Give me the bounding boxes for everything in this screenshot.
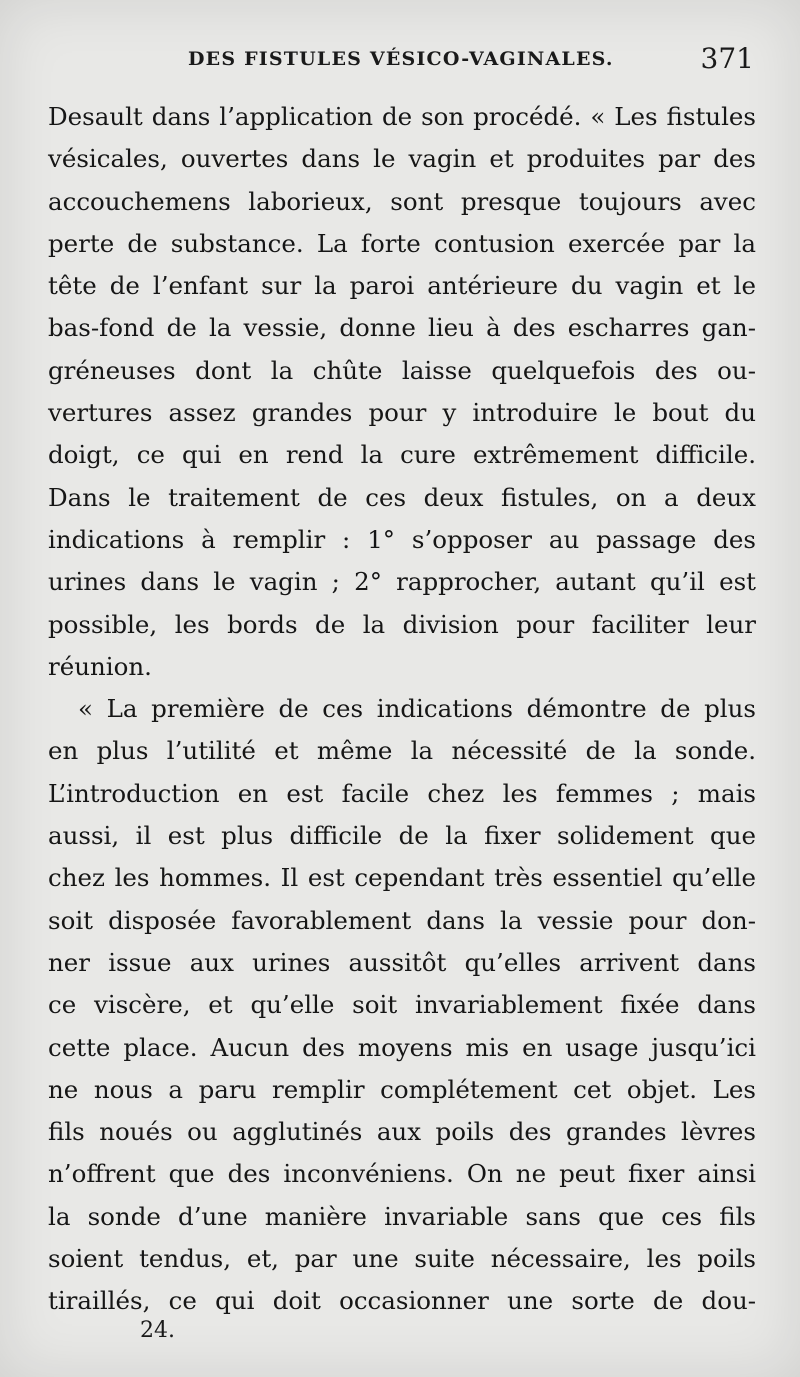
text-line: soit disposée favorablement dans la vessie pour don- bbox=[48, 905, 756, 935]
paragraph-1 bbox=[48, 96, 756, 688]
text-line: Desault dans l’application de son procédé. « Les fistules bbox=[48, 102, 756, 131]
text-line: la sonde d’une manière invariable sans que ces fils bbox=[48, 1201, 756, 1231]
page-header bbox=[48, 44, 754, 84]
text-line: possible, les bords de la division pour faciliter leur bbox=[48, 609, 756, 639]
text-line: n’offrent que des inconvéniens. On ne peut fixer ainsi bbox=[48, 1159, 756, 1189]
text-line: « La première de ces indications démontre de plus bbox=[78, 694, 756, 724]
text-line: tête de l’enfant sur la paroi antérieure du vagin et le bbox=[48, 271, 756, 301]
text-line: aussi, il est plus difficile de la fixer solidement que bbox=[48, 821, 756, 851]
text-line: bas-fond de la vessie, donne lieu à des escharres gan- bbox=[48, 313, 756, 343]
text-line: vertures assez grandes pour y introduire le bout du bbox=[48, 398, 756, 428]
text-line: ne nous a paru remplir complétement cet objet. Les bbox=[48, 1074, 756, 1104]
text-line: gréneuses dont la chûte laisse quelquefois des ou- bbox=[48, 355, 756, 385]
text-line: Dans le traitement de ces deux fistules, on a deux bbox=[48, 482, 756, 512]
text-line: ner issue aux urines aussitôt qu’elles arrivent dans bbox=[48, 947, 756, 977]
signature-mark: 24. bbox=[140, 1318, 175, 1343]
text-line: cette place. Aucun des moyens mis en usage jusqu’ici bbox=[48, 1032, 756, 1062]
text-line: en plus l’utilité et même la nécessité de la sonde. bbox=[48, 736, 756, 766]
text-line: réunion. bbox=[48, 651, 152, 681]
text-line: fils noués ou agglutinés aux poils des grandes lèvres bbox=[48, 1117, 756, 1147]
text-line: tiraillés, ce qui doit occasionner une sorte de dou- bbox=[48, 1286, 756, 1316]
text-line: perte de substance. La forte contusion exercée par la bbox=[48, 228, 756, 258]
body-text bbox=[48, 96, 756, 1323]
text-line: accouchemens laborieux, sont presque toujours avec bbox=[48, 186, 756, 216]
text-line: urines dans le vagin ; 2° rapprocher, autant qu’il est bbox=[48, 567, 756, 597]
text-line: indications à remplir : 1° s’opposer au passage des bbox=[48, 524, 756, 554]
page-number: 371 bbox=[700, 42, 754, 75]
text-line: chez les hommes. Il est cependant très essentiel qu’elle bbox=[48, 863, 756, 893]
text-line: doigt, ce qui en rend la cure extrêmement difficile. bbox=[48, 440, 756, 470]
paragraph-2 bbox=[48, 688, 756, 1322]
text-line: vésicales, ouvertes dans le vagin et produites par des bbox=[48, 144, 756, 174]
text-line: ce viscère, et qu’elle soit invariablement fixée dans bbox=[48, 990, 756, 1020]
running-title: DES FISTULES VÉSICO-VAGINALES. bbox=[188, 48, 614, 70]
text-line: L’introduction en est facile chez les femmes ; mais bbox=[48, 778, 756, 808]
text-line: soient tendus, et, par une suite nécessaire, les poils bbox=[48, 1244, 756, 1274]
